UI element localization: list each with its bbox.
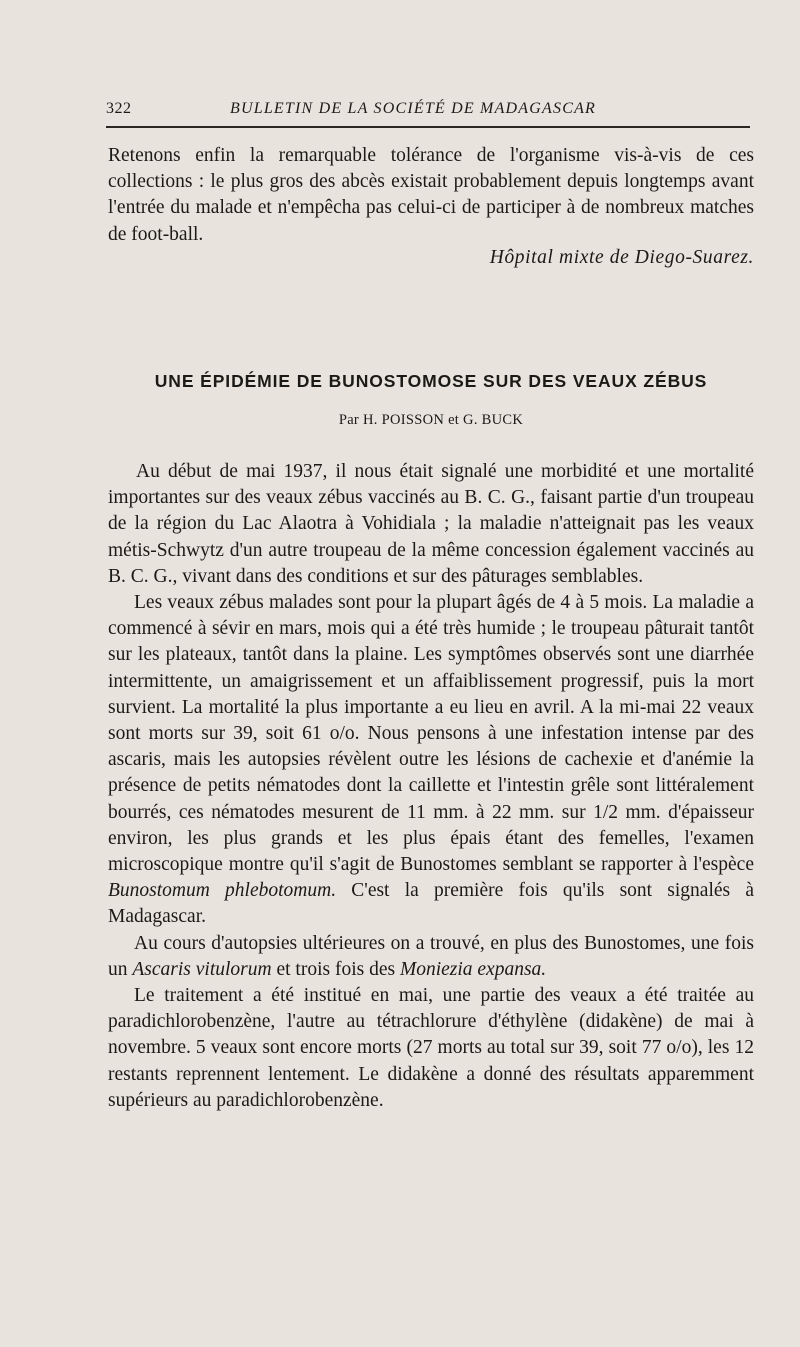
paragraph-2 [108, 590, 754, 931]
paragraph-2-text: Les veaux zébus malades sont pour la plupart âgés de 4 à 5 mois. La maladie a commencé à sévir en mars, mois qui a été très humide ; le troupeau pâturait tantôt sur les plateaux, tantôt dans la plaine. Les symptômes observés sont une diarrhée intermittente, un amaigrissement et un affaiblissement progressif, puis la mort survient. La mortalité la plus importante a eu lieu en avril. A la mi-mai 22 veaux sont morts sur 39, soit 61 o/o. Nous pensons à une infestation intense par des ascaris, mais les autopsies révèlent outre les lésions de cachexie et d'anémie la présence de petits nématodes dont la caillette et l'intestin grêle sont littéralement bourrés, ces nématodes mesurent de 11 mm. à 22 mm. sur 1/2 mm. d'épaisseur environ, les plus grands et les plus épais étant des femelles, l'examen microscopique montre qu'il s'agit de Bunostomes semblant se rapporter à l'espèce [108, 592, 754, 876]
paragraph-1: Au début de mai 1937, il nous était signalé une morbidité et une mortalité importantes sur des veaux zébus vaccinés au B. C. G., faisant partie d'un troupeau de la région du Lac Alaotra à Vohidiala ; la maladie n'atteignait pas les veaux métis-Schwytz d'un autre troupeau de la même concession également vaccinés au B. C. G., vivant dans des conditions et sur des pâturages semblables. [108, 461, 754, 587]
header-rule [106, 126, 750, 128]
paragraph-2-end: C'est la première fois qu'ils sont signalés à Madagascar. [108, 880, 754, 928]
species-name: Moniezia expansa. [399, 958, 547, 980]
previous-article-ending [108, 143, 754, 248]
institution-signature: Hôpital mixte de Diego-Suarez. [489, 247, 754, 268]
running-title: BULLETIN DE LA SOCIÉTÉ DE MADAGASCAR [230, 100, 597, 117]
species-name: Ascaris vitulorum [132, 958, 272, 980]
article-authors: Par H. POISSON et G. BUCK [338, 412, 524, 428]
running-header [106, 100, 750, 128]
closing-paragraph: Retenons enfin la remarquable tolérance de l'organisme vis-à-vis de ces collections : le plus gros des abcès existait probablement depuis longtemps avant l'entrée du malade et n'empêcha pas celui-ci de participer à de nombreux matches de foot-ball. [108, 145, 754, 245]
paragraph-3-text: Au cours d'autopsies ultérieures on a trouvé, en plus des Bunostomes, une fois un [108, 932, 754, 980]
article-body [108, 459, 754, 1114]
paragraph-4: Le traitement a été institué en mai, une partie des veaux a été traitée au paradichlorobenzène, l'autre au tétrachlorure d'éthylène (didakène) de mai à novembre. 5 veaux sont encore morts (27 morts au total sur 39, soit 77 o/o), les 12 restants reprennent lentement. Le didakène a donné des résultats apparemment supérieurs au paradichlorobenzène. [108, 985, 754, 1111]
page-number: 322 [106, 100, 132, 117]
paragraph-3-mid: et trois fois des [276, 958, 396, 980]
paragraph-3 [108, 931, 754, 983]
species-name: Bunostomum phlebotomum. [108, 880, 337, 902]
article-title: UNE ÉPIDÉMIE DE BUNOSTOMOSE SUR DES VEAUX ZÉBUS [154, 371, 708, 391]
